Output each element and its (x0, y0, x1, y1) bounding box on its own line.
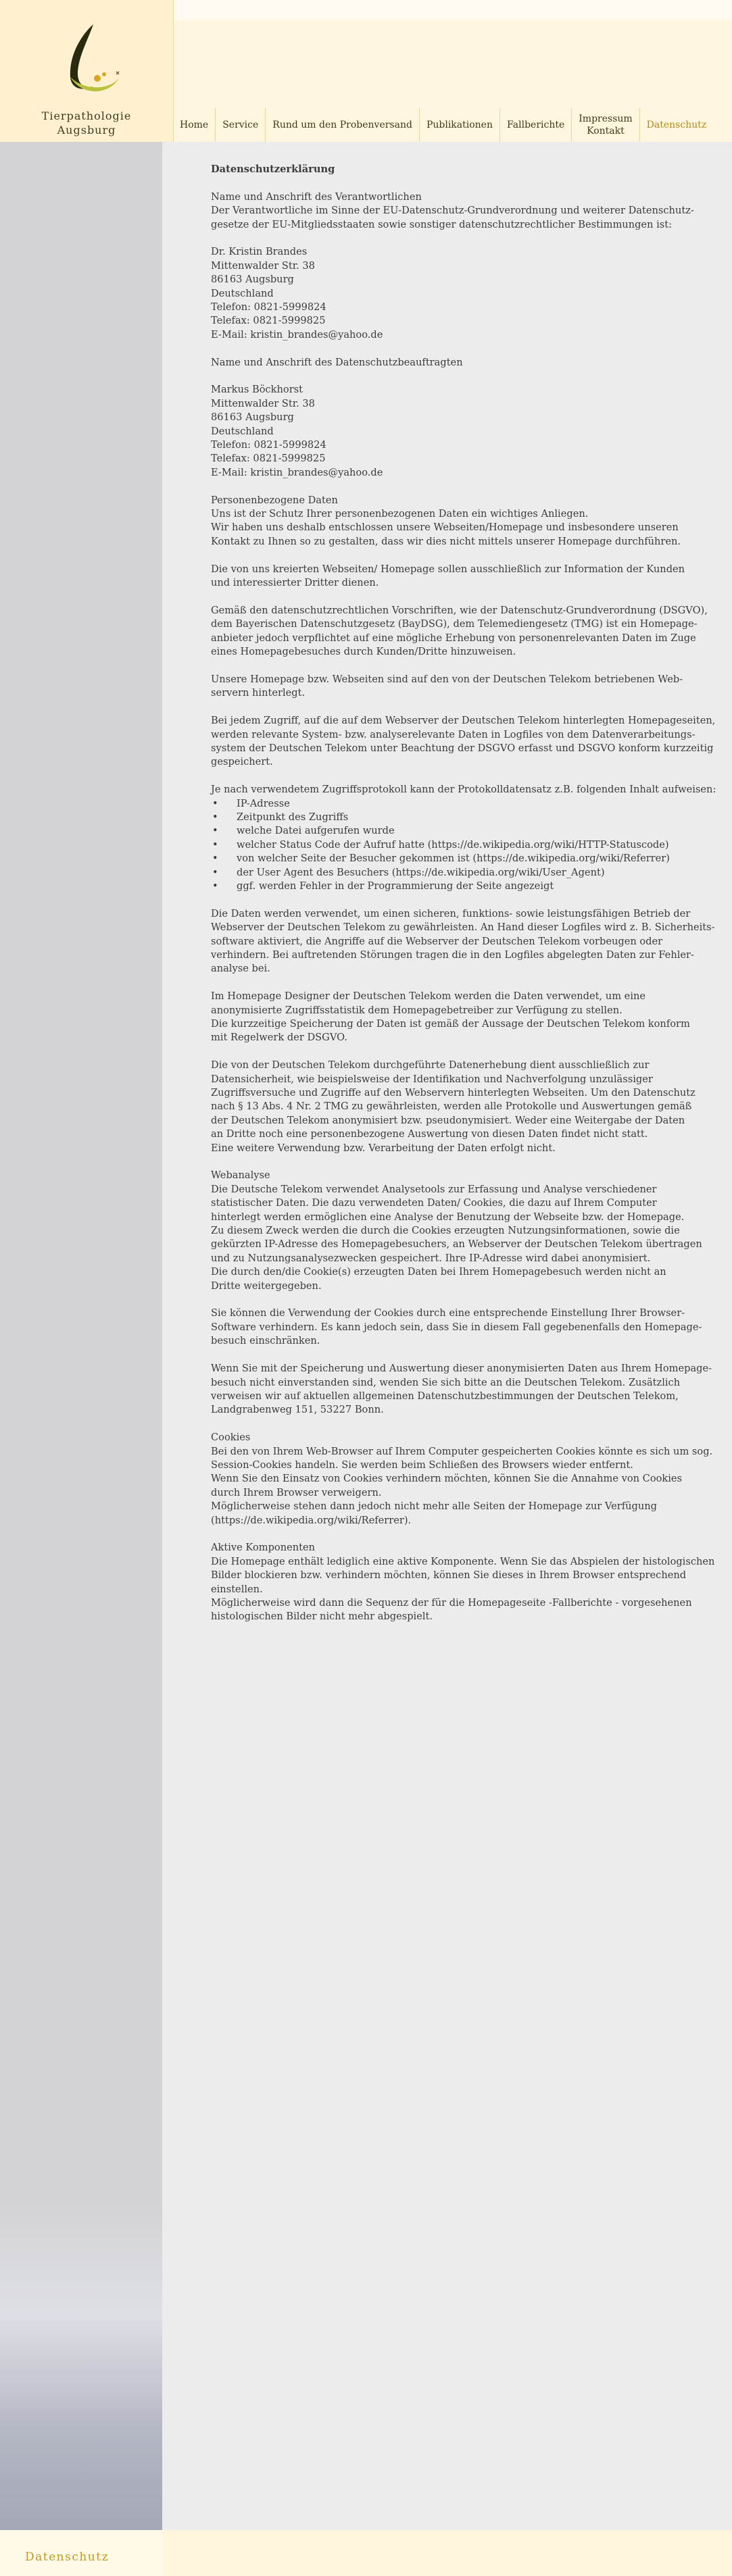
text-line: verweisen wir auf aktuellen allgemeinen Datenschutzbestimmungen der Deutschen Telekom, (211, 1390, 679, 1402)
text-line: der Deutschen Telekom anonymisiert bzw. pseudonymisiert. Weder eine Weitergabe der Daten (211, 1114, 685, 1126)
sidebar (0, 142, 162, 2530)
list-item: • ggf. werden Fehler in der Programmierung der Seite angezeigt (211, 880, 731, 893)
text-line: Gemäß den datenschutzrechtlichen Vorschriften, wie der Datenschutz-Grundverordnung (DSGVO), (211, 604, 708, 616)
text-line: Möglicherweise wird dann die Sequenz der für die Homepageseite -Fallberichte - vorgesehenen (211, 1596, 692, 1609)
text-line: hinterlegt werden ermöglichen eine Analyse der Benutzung der Webseite bzw. der Homepage. (211, 1211, 685, 1223)
text-line: und zu Nutzungsanalysezwecken gespeichert. Ihre IP-Adresse wird dabei anonymisiert. (211, 1252, 651, 1264)
text-line: Dritte weitergegeben. (211, 1280, 322, 1292)
text-line: Personenbezogene Daten (211, 494, 338, 506)
text-line: Die Deutsche Telekom verwendet Analysetools zur Erfassung und Analyse verschiedener (211, 1183, 657, 1195)
nav-service[interactable]: Service (222, 120, 259, 130)
text-line: verhindern. Bei auftretenden Störungen tragen die in den Logfiles abgelegten Daten zur Fehler- (211, 949, 694, 961)
text-line: Aktive Komponenten (211, 1542, 316, 1554)
list-item: • der User Agent des Besuchers (https://de.wikipedia.org/wiki/User_Agent) (211, 866, 731, 880)
brand-line-1: Tierpathologie (41, 109, 132, 122)
text-line: einstellen. (211, 1583, 263, 1595)
list-item: • welcher Status Code der Aufruf hatte (https://de.wikipedia.org/wiki/HTTP-Statuscode) (211, 838, 731, 852)
text-line: Unsere Homepage bzw. Webseiten sind auf den von der Deutschen Telekom betriebenen Web- (211, 673, 683, 685)
text-line: E-Mail: kristin_brandes@yahoo.de (211, 328, 383, 340)
nav-probenversand[interactable]: Rund um den Probenversand (272, 120, 412, 130)
text-line: Die kurzzeitige Speicherung der Daten ist gemäß der Aussage der Deutschen Telekom konform (211, 1018, 690, 1030)
text-line: software aktiviert, die Angriffe auf die Webserver der Deutschen Telekom vorbeugen oder (211, 935, 663, 947)
text-line: Landgrabenweg 151, 53227 Bonn. (211, 1404, 384, 1416)
text-line: Wir haben uns deshalb entschlossen unsere Webseiten/Homepage und insbesondere unseren (211, 522, 679, 534)
nav-home[interactable]: Home (180, 120, 209, 130)
text-line: Die Daten werden verwendet, um einen sicheren, funktions- sowie leistungsfähigen Betrieb der (211, 907, 691, 919)
nav-fallberichte[interactable]: Fallberichte (507, 120, 565, 130)
text-line: Telefax: 0821-5999825 (211, 315, 326, 327)
text-line: Zugriffsversuche und Zugriffe auf den Webservern hinterlegten Webseiten. Um den Datenschutz (211, 1087, 696, 1099)
text-line: Mittenwalder Str. 38 (211, 259, 315, 272)
text-line: E-Mail: kristin_brandes@yahoo.de (211, 466, 383, 478)
log-fields-list (211, 797, 731, 894)
nav-publikationen[interactable]: Publikationen (426, 120, 493, 130)
text-line: dem Bayerischen Datenschutzgesetz (BayDSG), dem Telemediengesetz (TMG) ist ein Homepage- (211, 618, 698, 630)
text-line: gespeichert. (211, 756, 273, 768)
text-line: an Dritte noch eine personenbezogene Auswertung von diesen Daten findet nicht statt. (211, 1128, 648, 1140)
text-line: Webserver der Deutschen Telekom zu gewährleisten. An Hand dieser Logfiles wird z. B. Sicherheits- (211, 921, 715, 934)
text-line: Cookies (211, 1432, 251, 1444)
text-line: Wenn Sie mit der Speicherung und Auswertung dieser anonymisierten Daten aus Ihrem Homepage- (211, 1363, 712, 1375)
text-line: Zu diesem Zweck werden die durch die Cookies erzeugten Nutzungsinformationen, sowie die (211, 1225, 680, 1237)
text-line: anonymisierte Zugriffsstatistik dem Homepagebetreiber zur Verfügung zu stellen. (211, 1004, 623, 1016)
text-line: system der Deutschen Telekom unter Beachtung der DSGVO erfasst und DSGVO konform kurzzeitig (211, 742, 714, 754)
list-item: • welche Datei aufgerufen wurde (211, 824, 731, 838)
text-line: Name und Anschrift des Datenschutzbeauftragten (211, 356, 463, 368)
text-line: Telefon: 0821-5999824 (211, 439, 326, 451)
text-line: Session-Cookies handeln. Sie werden beim Schließen des Browsers wieder entfernt. (211, 1459, 633, 1471)
text-line: servern hinterlegt. (211, 687, 306, 699)
text-line: besuch nicht einverstanden sind, wenden Sie sich bitte an die Deutschen Telekom. Zusätzlich (211, 1376, 681, 1388)
text-line: statistischer Daten. Die dazu verwendeten Daten/ Cookies, die dazu auf Ihrem Computer (211, 1197, 657, 1209)
text-line: Name und Anschrift des Verantwortlichen (211, 191, 422, 203)
text-line: anbieter jedoch verpflichtet auf eine mögliche Erhebung von personenrelevanten Daten im Zuge (211, 632, 696, 644)
logo-icon (54, 22, 128, 99)
text-line: Bei den von Ihrem Web-Browser auf Ihrem Computer gespeicherten Cookies könnte es sich um sog. (211, 1445, 713, 1457)
text-line: Der Verantwortliche im Sinne der EU-Datenschutz-Grundverordnung und weiterer Datenschutz- (211, 205, 694, 217)
text-line: gesetze der EU-Mitgliedsstaaten sowie sonstiger datenschutzrechtlicher Bestimmungen ist: (211, 218, 673, 230)
text-line: mit Regelwerk der DSGVO. (211, 1032, 347, 1044)
text-line: Software verhindern. Es kann jedoch sein, dass Sie in diesem Fall gegebenenfalls den Homepage- (211, 1321, 702, 1333)
nav-datenschutz[interactable]: Datenschutz (646, 120, 707, 130)
text-line: 86163 Augsburg (211, 274, 294, 286)
text-section-1 (211, 191, 731, 797)
text-line: (https://de.wikipedia.org/wiki/Referrer). (211, 1514, 412, 1526)
privacy-text (211, 163, 731, 1624)
list-item: • von welcher Seite der Besucher gekommen ist (https://de.wikipedia.org/wiki/Referrer) (211, 852, 731, 865)
text-line: Die Homepage enthält lediglich eine aktive Komponente. Wenn Sie das Abspielen der histologischen (211, 1555, 715, 1567)
text-line: Deutschland (211, 287, 274, 299)
list-item: • Zeitpunkt des Zugriffs (211, 811, 731, 824)
text-line: Uns ist der Schutz Ihrer personenbezogenen Daten ein wichtiges Anliegen. (211, 508, 589, 520)
text-line: Sie können die Verwendung der Cookies durch eine entsprechende Einstellung Ihrer Browser- (211, 1307, 685, 1319)
main-nav (173, 108, 713, 142)
text-line: Eine weitere Verwendung bzw. Verarbeitung der Daten erfolgt nicht. (211, 1142, 556, 1154)
text-line: durch Ihrem Browser verweigern. (211, 1486, 382, 1498)
text-line: analyse bei. (211, 963, 270, 975)
text-line: Telefon: 0821-5999824 (211, 301, 326, 313)
text-line: Dr. Kristin Brandes (211, 246, 308, 258)
text-line: Die durch den/die Cookie(s) erzeugten Daten bei Ihrem Homepagebesuch werden nicht an (211, 1266, 666, 1278)
main-content (162, 142, 732, 2530)
text-line: Im Homepage Designer der Deutschen Telekom werden die Daten verwendet, um eine (211, 990, 646, 1003)
brand-line-2: Augsburg (57, 124, 116, 136)
text-line: werden relevante System- bzw. analyserelevante Daten in Logfiles von dem Datenverarbeitungs- (211, 728, 696, 740)
page-title: Datenschutzerklärung (211, 163, 335, 175)
text-line: Kontakt zu Ihnen so zu gestalten, dass wir dies nicht mittels unserer Homepage durchführen. (211, 535, 681, 547)
text-line: Datensicherheit, wie beispielsweise der Identifikation und Nachverfolgung unzulässiger (211, 1073, 653, 1085)
text-line: Telefax: 0821-5999825 (211, 453, 326, 465)
text-line: Die von uns kreierten Webseiten/ Homepage sollen ausschließlich zur Information der Kunden (211, 563, 685, 575)
text-line: histologischen Bilder nicht mehr abgespielt. (211, 1611, 433, 1623)
logo-link[interactable] (0, 0, 174, 142)
text-line: und interessierter Dritter dienen. (211, 577, 379, 589)
text-line: Bilder blockieren bzw. verhindern möchten, können Sie dieses in Ihrem Browser entsprechend (211, 1569, 687, 1582)
text-line: Deutschland (211, 425, 274, 437)
text-line: besuch einschränken. (211, 1335, 320, 1347)
text-line: Je nach verwendetem Zugriffsprotokoll kann der Protokolldatensatz z.B. folgenden Inhalt aufweisen: (211, 784, 716, 796)
text-line: nach § 13 Abs. 4 Nr. 2 TMG zu gewährleisten, werden alle Protokolle und Auswertungen gemäß (211, 1101, 692, 1113)
text-section-2 (211, 907, 731, 1624)
text-line: Markus Böckhorst (211, 384, 303, 396)
nav-impressum-kontakt[interactable]: Impressum Kontakt (579, 113, 633, 136)
text-line: Mittenwalder Str. 38 (211, 397, 315, 409)
text-line: 86163 Augsburg (211, 411, 294, 424)
text-line: Möglicherweise stehen dann jedoch nicht mehr alle Seiten der Homepage zur Verfügung (211, 1500, 658, 1513)
text-line: eines Homepagebesuches durch Kunden/Dritte hinzuweisen. (211, 646, 516, 658)
text-line: Bei jedem Zugriff, auf die auf dem Webserver der Deutschen Telekom hinterlegten Homepageseiten, (211, 715, 716, 727)
text-line: Die von der Deutschen Telekom durchgeführte Datenerhebung dient ausschließlich zur (211, 1059, 650, 1071)
text-line: Webanalyse (211, 1169, 270, 1182)
footer-section-label: Datenschutz (25, 2550, 109, 2564)
list-item: • IP-Adresse (211, 797, 731, 811)
text-line: Wenn Sie den Einsatz von Cookies verhindern möchten, können Sie die Annahme von Cookies (211, 1473, 683, 1485)
text-line: gekürzten IP-Adresse des Homepagebesuchers, an Webserver der Deutschen Telekom übertragen (211, 1238, 702, 1251)
